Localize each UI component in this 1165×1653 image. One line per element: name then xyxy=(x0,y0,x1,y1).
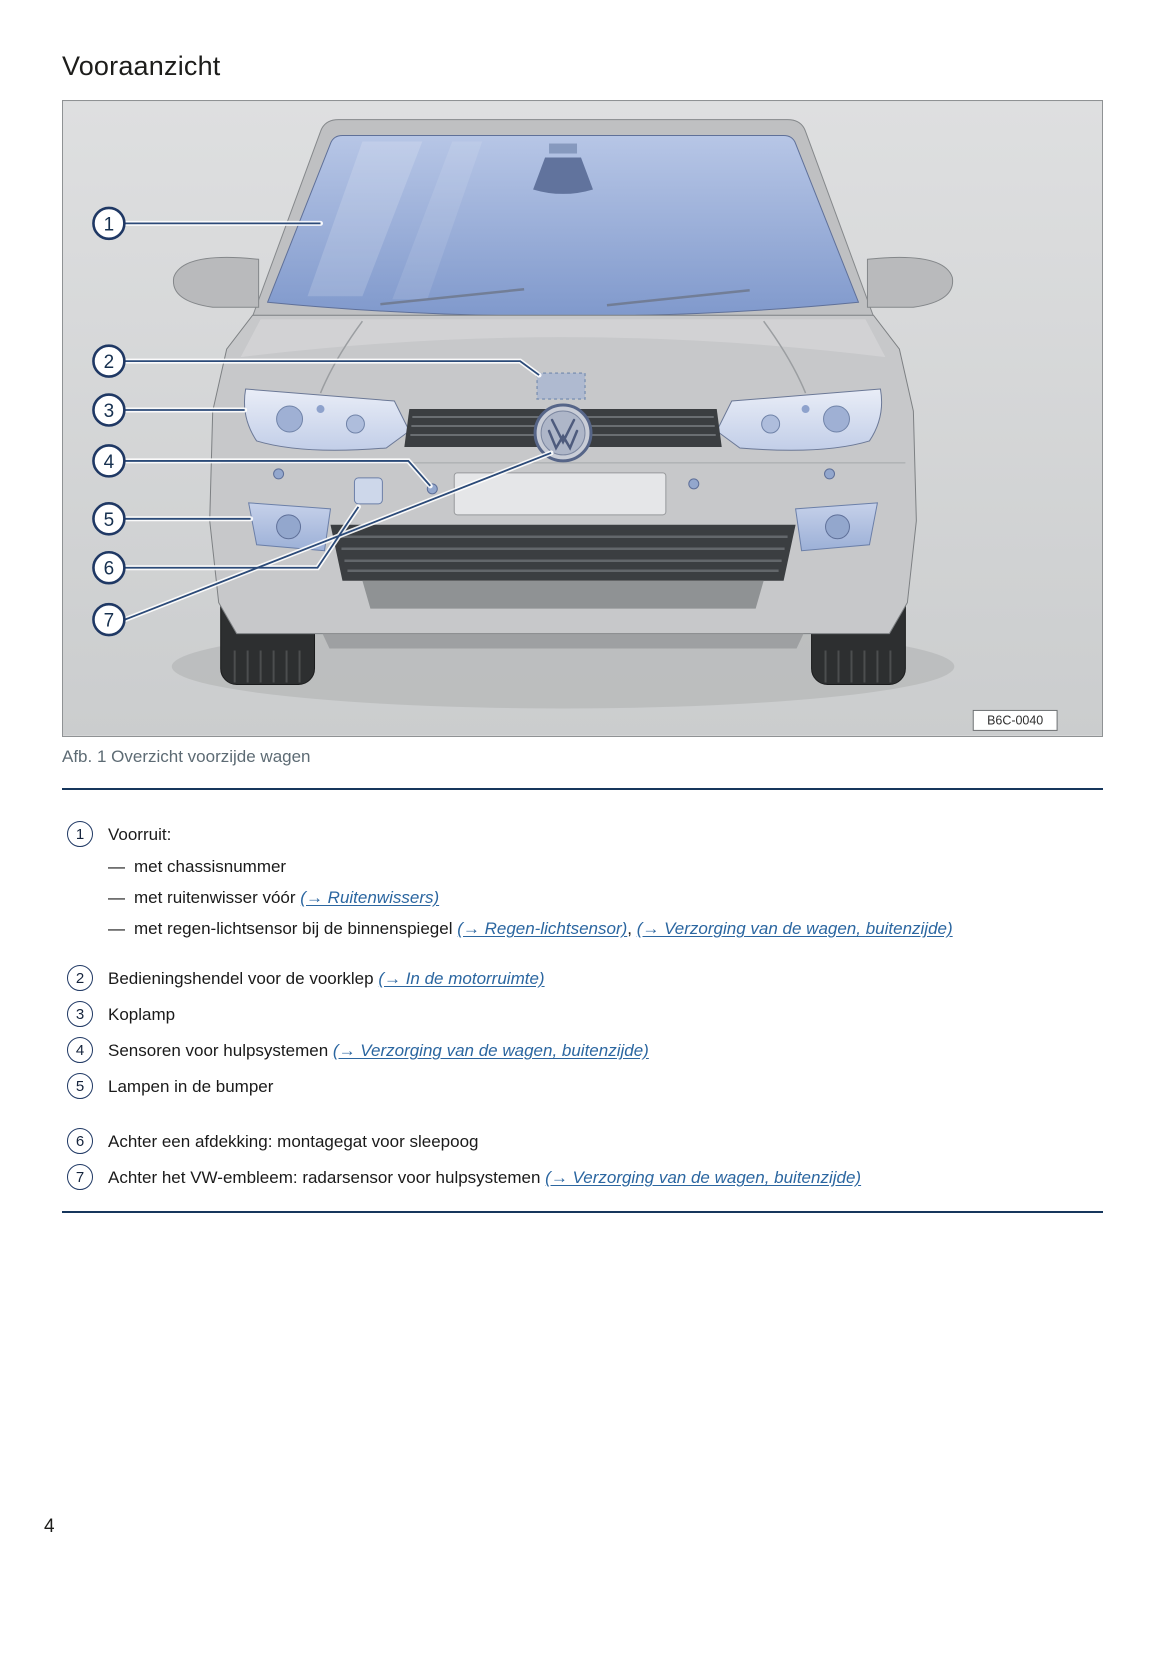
legend xyxy=(62,790,1103,1191)
legend-badge-4: 4 xyxy=(67,1037,93,1063)
lower-grille xyxy=(330,525,795,581)
legend-item-text xyxy=(108,1164,861,1191)
legend-subitem-rain-sensor xyxy=(108,916,1103,941)
legend-subitem-text: met chassisnummer xyxy=(134,857,287,877)
divider-bottom xyxy=(62,1211,1103,1213)
callout-5 xyxy=(93,503,124,534)
page-number: 4 xyxy=(44,1516,55,1537)
legend-item-text xyxy=(108,1037,649,1064)
xref-link-ruitenwissers[interactable]: (→ Ruitenwissers) xyxy=(300,888,440,908)
legend-subitem-wiper xyxy=(108,885,1103,910)
legend-item-text: Achter een afdekking: montagegat voor sleepoog xyxy=(108,1132,479,1152)
page-title: Vooraanzicht xyxy=(62,51,221,81)
hood-release-area xyxy=(537,373,585,399)
callout-number: 1 xyxy=(103,214,115,236)
legend-item-5 xyxy=(62,1073,1103,1100)
bumper-lip xyxy=(362,581,763,609)
callout-number: 5 xyxy=(103,509,115,531)
xref-link-verzorging[interactable]: (→ Verzorging van de wagen, buitenzijde) xyxy=(545,1168,862,1188)
legend-badge-7: 7 xyxy=(67,1164,93,1190)
callout-number: 7 xyxy=(103,610,115,632)
callout-3 xyxy=(93,395,124,426)
callout-number: 2 xyxy=(103,352,115,374)
legend-item-3 xyxy=(62,1001,1103,1028)
item-text: Achter het VW-embleem: radarsensor voor hulpsystemen xyxy=(108,1168,546,1188)
dash-marker: — xyxy=(108,888,125,908)
legend-item-7 xyxy=(62,1164,1103,1191)
item-text: Sensoren voor hulpsystemen xyxy=(108,1041,333,1061)
dash-marker: — xyxy=(108,857,125,877)
callout-number: 3 xyxy=(103,401,115,423)
separator: , xyxy=(627,919,637,939)
legend-item-4 xyxy=(62,1037,1103,1064)
item-text: Bedieningshendel voor de voorklep xyxy=(108,969,379,989)
xref-link-verzorging[interactable]: (→ Verzorging van de wagen, buitenzijde) xyxy=(332,1041,649,1061)
vw-emblem xyxy=(535,405,591,461)
under-shadow xyxy=(323,634,804,649)
legend-item-text: Lampen in de bumper xyxy=(108,1077,274,1097)
legend-item-2 xyxy=(62,965,1103,992)
legend-badge-1: 1 xyxy=(67,821,93,847)
sensor-patch xyxy=(549,144,577,154)
callout-6 xyxy=(93,552,124,583)
side-mirror-right xyxy=(867,258,952,308)
dash-marker: — xyxy=(108,919,125,939)
legend-badge-3: 3 xyxy=(67,1001,93,1027)
subitem-text: met ruitenwisser vóór xyxy=(134,888,301,908)
page-content xyxy=(62,0,1103,1213)
front-view-illustration xyxy=(63,101,1102,736)
side-mirror-left xyxy=(173,258,258,308)
legend-item-6 xyxy=(62,1128,1103,1155)
legend-badge-2: 2 xyxy=(67,965,93,991)
callout-number: 6 xyxy=(103,558,115,580)
callout-1 xyxy=(93,208,124,239)
legend-item-text xyxy=(108,965,545,992)
legend-subitem-chassis xyxy=(108,854,1103,879)
callout-4 xyxy=(93,446,124,477)
tow-eye-cover xyxy=(354,478,382,504)
callout-7 xyxy=(93,604,124,635)
image-code-text: B6C-0040 xyxy=(987,713,1044,728)
xref-link-verzorging[interactable]: (→ Verzorging van de wagen, buitenzijde) xyxy=(636,919,953,939)
image-code-label xyxy=(973,711,1057,731)
legend-item-text: Voorruit: xyxy=(108,825,172,845)
legend-item-1 xyxy=(62,821,1103,848)
figure-front-view xyxy=(62,100,1103,737)
callout-2 xyxy=(93,346,124,377)
figure-caption: Afb. 1 Overzicht voorzijde wagen xyxy=(62,747,311,767)
legend-subitem-text xyxy=(134,916,953,941)
legend-badge-5: 5 xyxy=(67,1073,93,1099)
xref-link-regen-lichtsensor[interactable]: (→ Regen-lichtsensor) xyxy=(457,919,628,939)
subitem-text: met regen-lichtsensor bij de binnenspiegel xyxy=(134,919,458,939)
xref-link-motorruimte[interactable]: (→ In de motorruimte) xyxy=(378,969,545,989)
legend-item-text: Koplamp xyxy=(108,1005,176,1025)
legend-subitem-text xyxy=(134,885,439,910)
callout-number: 4 xyxy=(103,451,115,473)
fog-light-right xyxy=(796,503,878,551)
legend-badge-6: 6 xyxy=(67,1128,93,1154)
